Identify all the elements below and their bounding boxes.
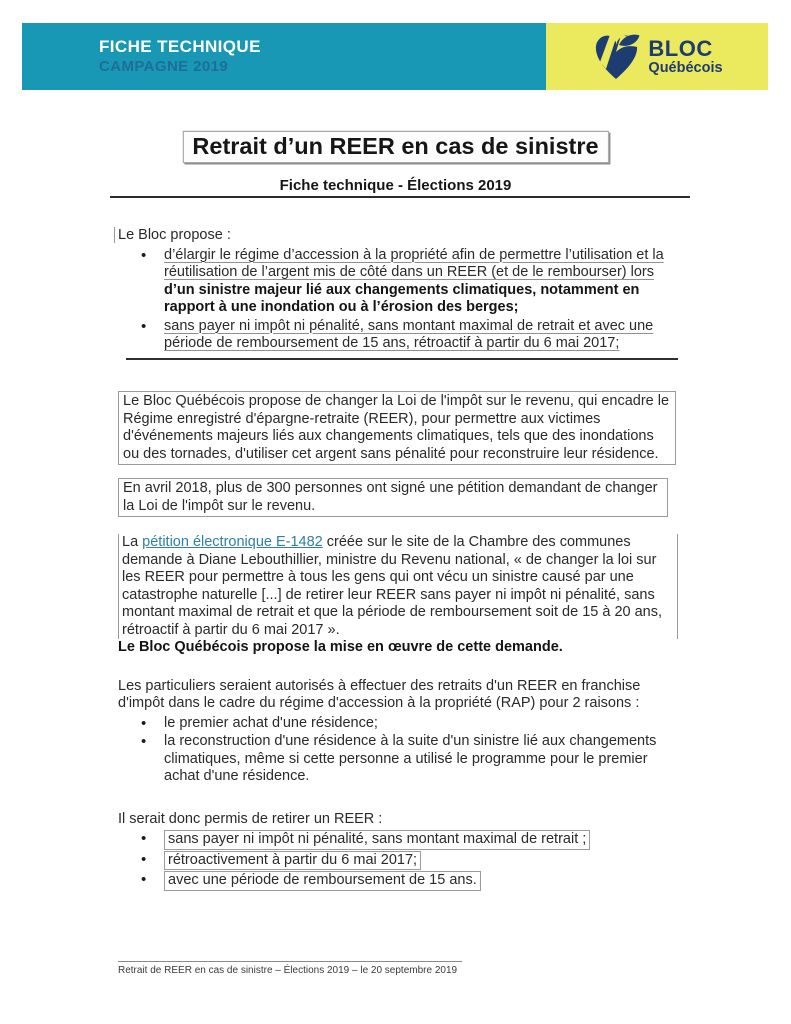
paragraph-loi-impot: Le Bloc Québécois propose de changer la Loi de l'impôt sur le revenu, qui encadre le Régime enregistré d'épargne-retraite (REER), pour permettre aux victimes d'événements majeurs liés aux changements climatiques, tels que des inondations ou des tornades, d'utiliser cet argent sans pénalité pour reconstruire leur résidence. (118, 391, 676, 465)
rap-bullet1: le premier achat d'une résidence; (164, 714, 378, 731)
list-item (118, 247, 678, 317)
list-item (118, 733, 678, 786)
logo-text (648, 35, 723, 76)
rap-intro: Les particuliers seraient autorisés à effectuer des retraits d'un REER en franchise d'impôt dans le cadre du régime d'accession à la propriété (RAP) pour 2 raisons : (118, 677, 641, 711)
list-item (118, 715, 678, 733)
rap-bullet2: la reconstruction d'une résidence à la suite d'un sinistre lié aux changements climatiques, même si cette personne a utilisé le programme pour le premier achat d'une résidence. (164, 733, 657, 784)
logo-line1: BLOC (648, 35, 713, 61)
propose-bullet1-normal: d’élargir le régime d’accession à la propriété afin de permettre l’utilisation et la réutilisation de l’argent mis de côté dans un REER (et de le rembourser) lors (164, 246, 664, 280)
document-body (118, 227, 678, 892)
banner-teal-section (22, 23, 546, 90)
header-banner (22, 23, 768, 90)
rap-bullet-list (118, 715, 678, 786)
page-title: Retrait d’un REER en cas de sinistre (182, 131, 608, 163)
subtitle-rule (110, 196, 690, 198)
page-footer: Retrait de REER en cas de sinistre – Élections 2019 – le 20 septembre 2019 (118, 961, 462, 976)
permis-bullet2: rétroactivement à partir du 6 mai 2017; (164, 851, 421, 871)
propose-bullet2: sans payer ni impôt ni pénalité, sans montant maximal de retrait et avec une période de remboursement de 15 ans, rétroactif à partir du 6 mai 2017; (164, 317, 654, 351)
list-item (118, 871, 678, 891)
permis-bullet3: avec une période de remboursement de 15 ans. (164, 871, 481, 891)
propose-intro: Le Bloc propose : (118, 227, 678, 245)
list-item (118, 318, 678, 353)
page-subtitle: Fiche technique - Élections 2019 (279, 177, 512, 194)
list-item (118, 851, 678, 871)
permis-intro: Il serait donc permis de retirer un REER : (118, 810, 383, 827)
permis-bullet-list (118, 830, 678, 891)
banner-title: FICHE TECHNIQUE (99, 37, 261, 57)
propose-bullet-list (118, 247, 678, 353)
petition-conclusion: Le Bloc Québécois propose la mise en œuvre de cette demande. (118, 639, 563, 655)
propose-bullet1-bold: d’un sinistre majeur lié aux changements climatiques, notamment en rapport à une inondation ou à l’érosion des berges; (164, 281, 640, 315)
bloc-quebecois-heart-leaf-icon (591, 30, 641, 84)
banner-campaign-subtitle: CAMPAGNE 2019 (99, 57, 229, 75)
logo-line2: Québécois (648, 59, 723, 76)
section-divider-rule (126, 358, 678, 361)
permis-bullet1: sans payer ni impôt ni pénalité, sans montant maximal de retrait ; (164, 830, 590, 850)
petition-e1482-link[interactable]: pétition électronique E-1482 (142, 534, 323, 550)
petition-post-text: créée sur le site de la Chambre des communes demande à Diane Lebouthillier, ministre du Revenu national, « de changer la loi sur les REER pour permettre à tous les gens qui ont vécu un sinistre causé par une catastrophe naturelle [...] de retirer leur REER sans payer ni impôt ni pénalité, sans montant maximal de retrait et que la période de remboursement soit de 15 à 20 ans, rétroactif à partir du 6 mai 2017 ». (122, 534, 663, 638)
petition-pre-text: La (122, 534, 143, 550)
paragraph-avril-2018: En avril 2018, plus de 300 personnes ont signé une pétition demandant de changer la Loi de l'impôt sur le revenu. (118, 478, 668, 517)
list-item (118, 830, 678, 850)
logo-box (546, 23, 768, 90)
paragraph-petition (118, 534, 678, 639)
